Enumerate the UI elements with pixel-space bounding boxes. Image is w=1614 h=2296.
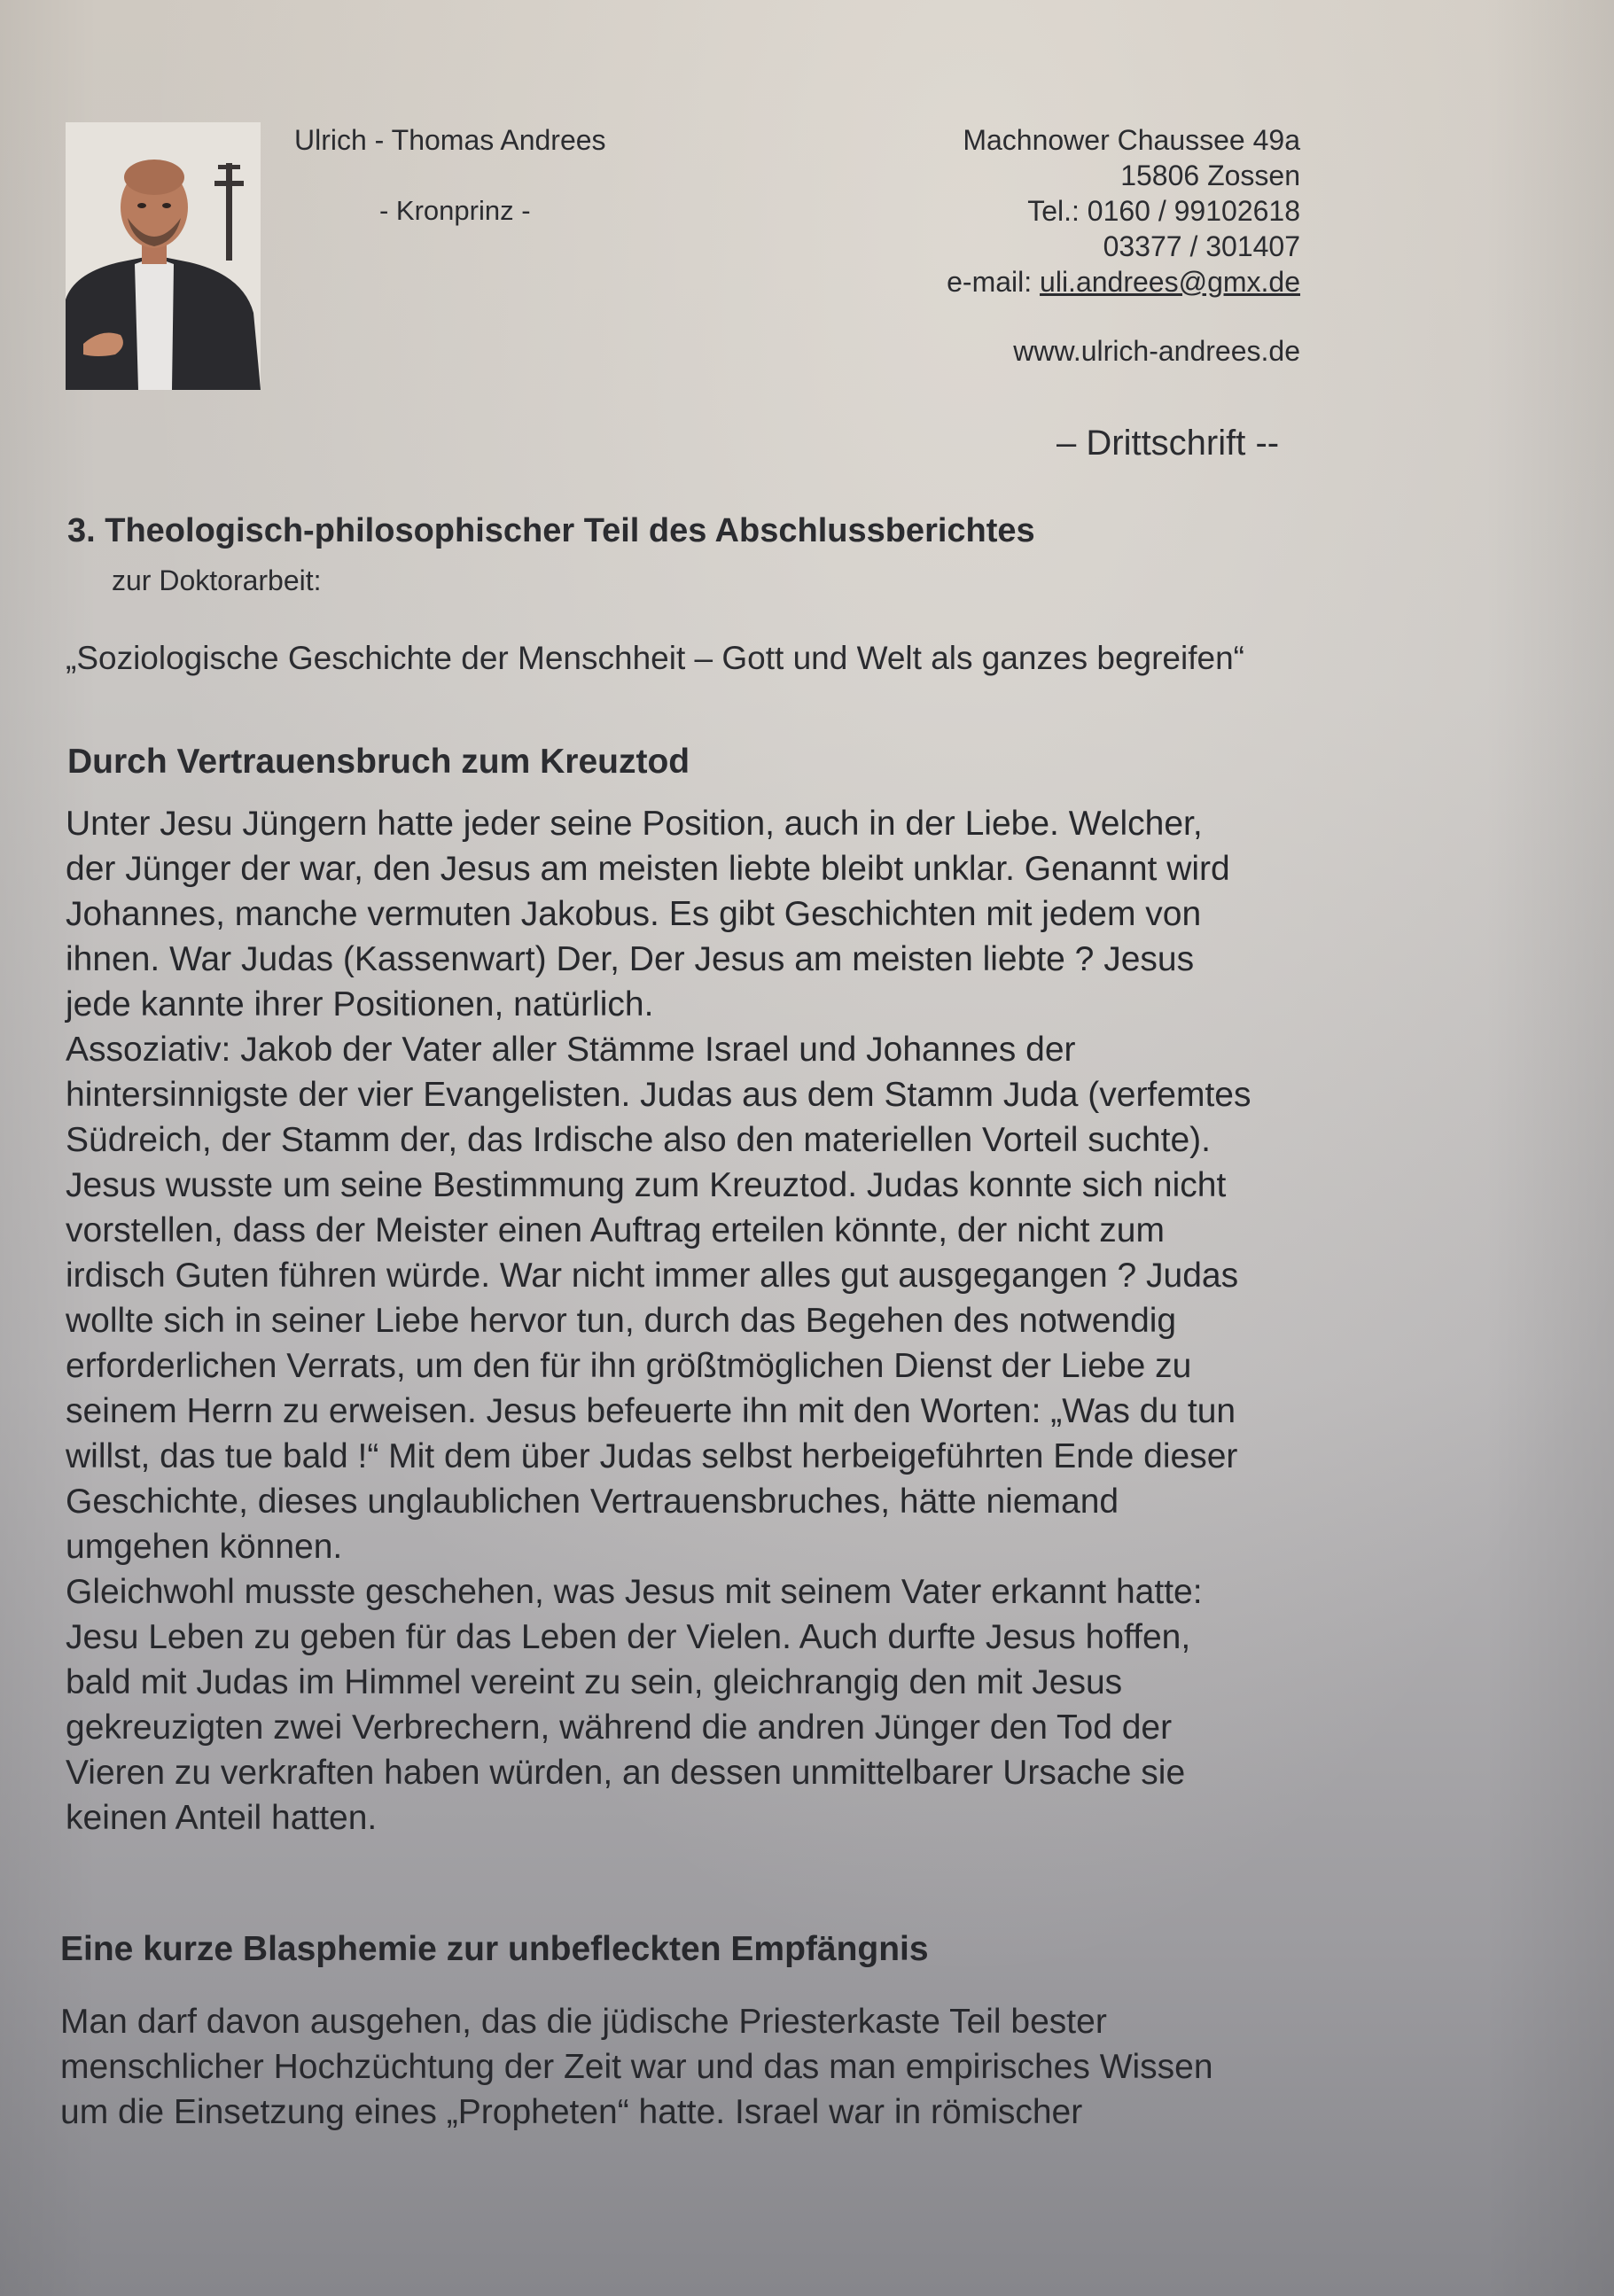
author-name: Ulrich - Thomas Andrees: [294, 124, 606, 156]
text-line: irdisch Guten führen würde. War nicht immer alles gut ausgegangen ? Judas: [66, 1257, 1239, 1295]
text-line: Südreich, der Stamm der, das Irdische also den materiellen Vorteil suchte).: [66, 1121, 1211, 1159]
text-line: erforderlichen Verrats, um den für ihn größtmöglichen Dienst der Liebe zu: [66, 1347, 1192, 1385]
email-label: e-mail:: [947, 266, 1033, 298]
main-heading: 3. Theologisch-philosophischer Teil des Abschlussberichtes: [67, 512, 1035, 549]
website-link[interactable]: www.ulrich-andrees.de: [1013, 335, 1300, 367]
text-line: umgehen können.: [66, 1528, 343, 1566]
address-street: Machnower Chaussee 49a: [963, 124, 1300, 156]
text-line: vorstellen, dass der Meister einen Auftrag erteilen könnte, der nicht zum: [66, 1211, 1165, 1249]
text-line: um die Einsetzung eines „Propheten“ hatte. Israel war in römischer: [60, 2093, 1083, 2131]
text-line: der Jünger der war, den Jesus am meisten liebte bleibt unklar. Genannt wird: [66, 850, 1230, 888]
text-line: Johannes, manche vermuten Jakobus. Es gibt Geschichten mit jedem von: [66, 895, 1202, 933]
text-line: ihnen. War Judas (Kassenwart) Der, Der Jesus am meisten liebte ? Jesus: [66, 940, 1195, 978]
text-line: Jesu Leben zu geben für das Leben der Vielen. Auch durfte Jesus hoffen,: [66, 1618, 1191, 1656]
text-line: Vieren zu verkraften haben würden, an dessen unmittelbarer Ursache sie: [66, 1754, 1186, 1792]
text-line: Jesus wusste um seine Bestimmung zum Kreuztod. Judas konnte sich nicht: [66, 1166, 1227, 1204]
section2-body: [60, 1999, 1443, 2135]
section1-body: [66, 801, 1448, 1841]
text-line: hintersinnigste der vier Evangelisten. Judas aus dem Stamm Juda (verfemtes: [66, 1076, 1251, 1114]
text-line: Unter Jesu Jüngern hatte jeder seine Position, auch in der Liebe. Welcher,: [66, 805, 1203, 843]
work-title: „Soziologische Geschichte der Menschheit – Gott und Welt als ganzes begreifen“: [66, 640, 1244, 676]
text-line: gekreuzigten zwei Verbrechern, während die andren Jünger den Tod der: [66, 1708, 1173, 1747]
text-line: seinem Herrn zu erweisen. Jesus befeuerte ihn mit den Worten: „Was du tun: [66, 1392, 1236, 1430]
text-line: bald mit Judas im Himmel vereint zu sein, gleichrangig den mit Jesus: [66, 1663, 1123, 1701]
phone-landline: 03377 / 301407: [1103, 230, 1300, 262]
text-line: wollte sich in seiner Liebe hervor tun, durch das Begehen des notwendig: [66, 1302, 1177, 1340]
text-line: Assoziativ: Jakob der Vater aller Stämme Israel und Johannes der: [66, 1031, 1076, 1069]
author-title: - Kronprinz -: [379, 195, 531, 226]
subheading: zur Doktorarbeit:: [112, 564, 322, 596]
text-line: keinen Anteil hatten.: [66, 1799, 378, 1837]
copy-marker: – Drittschrift --: [1057, 424, 1280, 463]
text-line: jede kannte ihrer Positionen, natürlich.: [66, 985, 654, 1023]
text-line: Geschichte, dieses unglaublichen Vertrauensbruches, hätte niemand: [66, 1483, 1119, 1521]
text-line: Gleichwohl musste geschehen, was Jesus mit seinem Vater erkannt hatte:: [66, 1573, 1203, 1611]
address-block: [947, 122, 1300, 369]
section2-heading: Eine kurze Blasphemie zur unbefleckten Empfängnis: [60, 1930, 929, 1968]
email-line: [947, 264, 1300, 300]
address-city: 15806 Zossen: [1120, 160, 1300, 191]
author-photo: [66, 122, 261, 390]
section1-heading: Durch Vertrauensbruch zum Kreuztod: [67, 743, 690, 781]
phone-mobile: Tel.: 0160 / 99102618: [1027, 195, 1300, 227]
text-line: willst, das tue bald !“ Mit dem über Judas selbst herbeigeführten Ende dieser: [66, 1437, 1238, 1475]
text-line: menschlicher Hochzüchtung der Zeit war und das man empirisches Wissen: [60, 2048, 1213, 2086]
text-line: Man darf davon ausgehen, das die jüdische Priesterkaste Teil bester: [60, 2003, 1107, 2041]
email-link[interactable]: uli.andrees@gmx.de: [1040, 266, 1300, 298]
